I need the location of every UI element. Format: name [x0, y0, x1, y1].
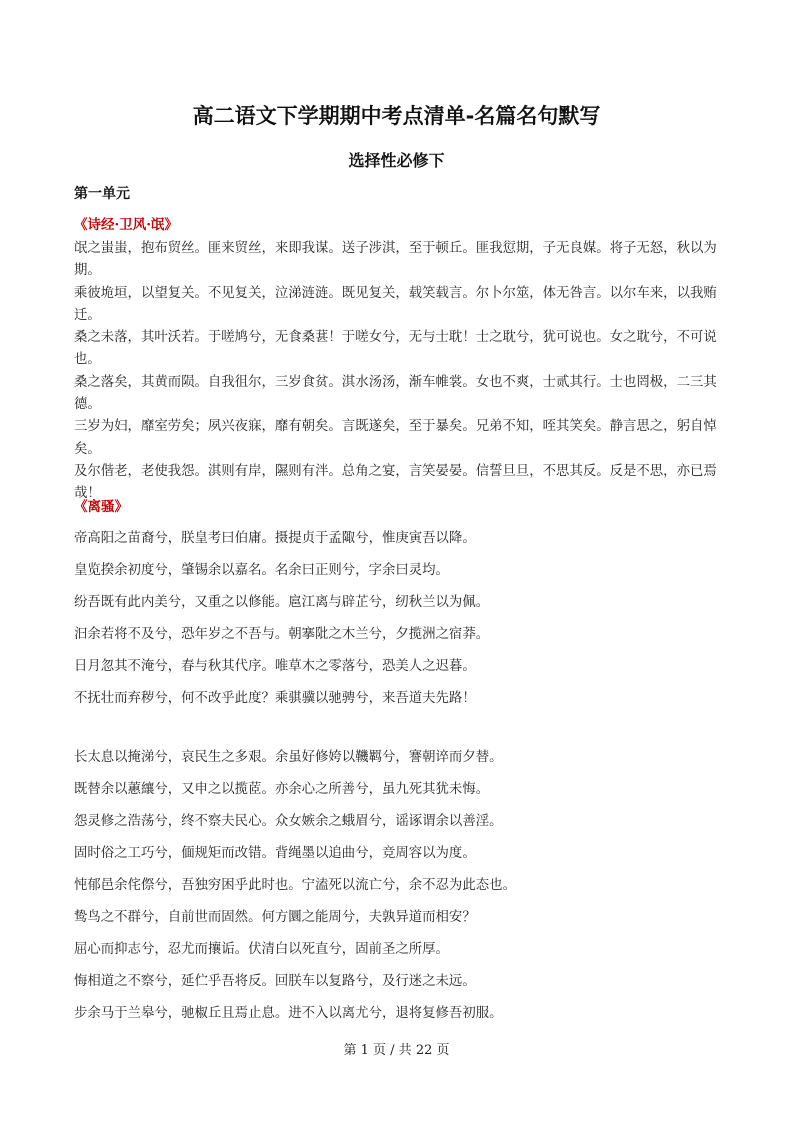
stanza: 桑之落矣，其黄而陨。自我徂尔，三岁食贫。淇水汤汤，渐车帷裳。女也不爽，士贰其行。士也罔极，二三其德。 — [74, 374, 717, 413]
document-subtitle: 选择性必修下 — [348, 151, 445, 170]
poem-line: 屈心而抑志兮，忍尤而攘诟。伏清白以死直兮，固前圣之所厚。 — [74, 942, 449, 957]
poem-line: 固时俗之工巧兮，偭规矩而改错。背绳墨以追曲兮，竞周容以为度。 — [74, 846, 476, 861]
stanza: 氓之蚩蚩，抱布贸丝。匪来贸丝，来即我谋。送子涉淇，至于顿丘。匪我愆期，子无良媒。将子无怒，秋以为期。 — [74, 241, 717, 279]
document-title: 高二语文下学期期中考点清单-名篇名句默写 — [192, 104, 601, 128]
unit-heading: 第一单元 — [74, 186, 130, 202]
poem-line: 忳郁邑余侘傺兮，吾独穷困乎此时也。宁溘死以流亡兮，余不忍为此态也。 — [74, 878, 516, 893]
section-heading-lisao: 《离骚》 — [74, 499, 128, 515]
poem-shijing — [74, 238, 724, 506]
poem-line: 悔相道之不察兮，延伫乎吾将反。回朕车以复路兮，及行迷之未远。 — [74, 974, 476, 989]
poem-line: 长太息以掩涕兮，哀民生之多艰。余虽好修姱以鞿羁兮，謇朝谇而夕替。 — [74, 750, 503, 765]
stanza: 乘彼垝垣，以望复关。不见复关，泣涕涟涟。既见复关，载笑载言。尔卜尔筮，体无咎言。以尔车来，以我贿迁。 — [74, 285, 717, 323]
stanza: 三岁为妇，靡室劳矣；夙兴夜寐，靡有朝矣。言既遂矣，至于暴矣。兄弟不知，咥其笑矣。静言思之，躬自悼矣。 — [74, 419, 717, 457]
poem-line: 不抚壮而弃秽兮，何不改乎此度？乘骐骥以驰骋兮，来吾道夫先路！ — [74, 691, 476, 706]
poem-line: 既替余以蕙纕兮，又申之以揽茝。亦余心之所善兮，虽九死其犹未悔。 — [74, 782, 490, 797]
poem-line: 怨灵修之浩荡兮，终不察夫民心。众女嫉余之蛾眉兮，谣诼谓余以善淫。 — [74, 814, 503, 829]
poem-line: 步余马于兰皋兮，驰椒丘且焉止息。进不入以离尤兮，退将复修吾初服。 — [74, 1006, 503, 1021]
poem-line: 帝高阳之苗裔兮，朕皇考曰伯庸。摄提贞于孟陬兮，惟庚寅吾以降。 — [74, 531, 476, 546]
poem-line: 鸷鸟之不群兮，自前世而固然。何方圜之能周兮，夫孰异道而相安？ — [74, 910, 476, 925]
poem-line: 纷吾既有此内美兮，又重之以修能。扈江离与辟芷兮，纫秋兰以为佩。 — [74, 595, 490, 610]
page-footer: 第 1 页 / 共 22 页 — [343, 1043, 450, 1058]
poem-line: 皇览揆余初度兮，肇锡余以嘉名。名余曰正则兮，字余曰灵均。 — [74, 563, 449, 578]
poem-line: 日月忽其不淹兮，春与秋其代序。唯草木之零落兮，恐美人之迟暮。 — [74, 659, 476, 674]
section-heading-shijing: 《诗经·卫风·氓》 — [74, 217, 178, 233]
stanza: 桑之未落，其叶沃若。于嗟鸠兮，无食桑葚！于嗟女兮，无与士耽！士之耽兮，犹可说也。女之耽兮，不可说也。 — [74, 330, 717, 368]
stanza: 及尔偕老，老使我怨。淇则有岸，隰则有泮。总角之宴，言笑晏晏。信誓旦旦，不思其反。反是不思，亦已焉哉！ — [74, 463, 717, 502]
poem-line: 汩余若将不及兮，恐年岁之不吾与。朝搴阰之木兰兮，夕揽洲之宿莽。 — [74, 627, 490, 642]
